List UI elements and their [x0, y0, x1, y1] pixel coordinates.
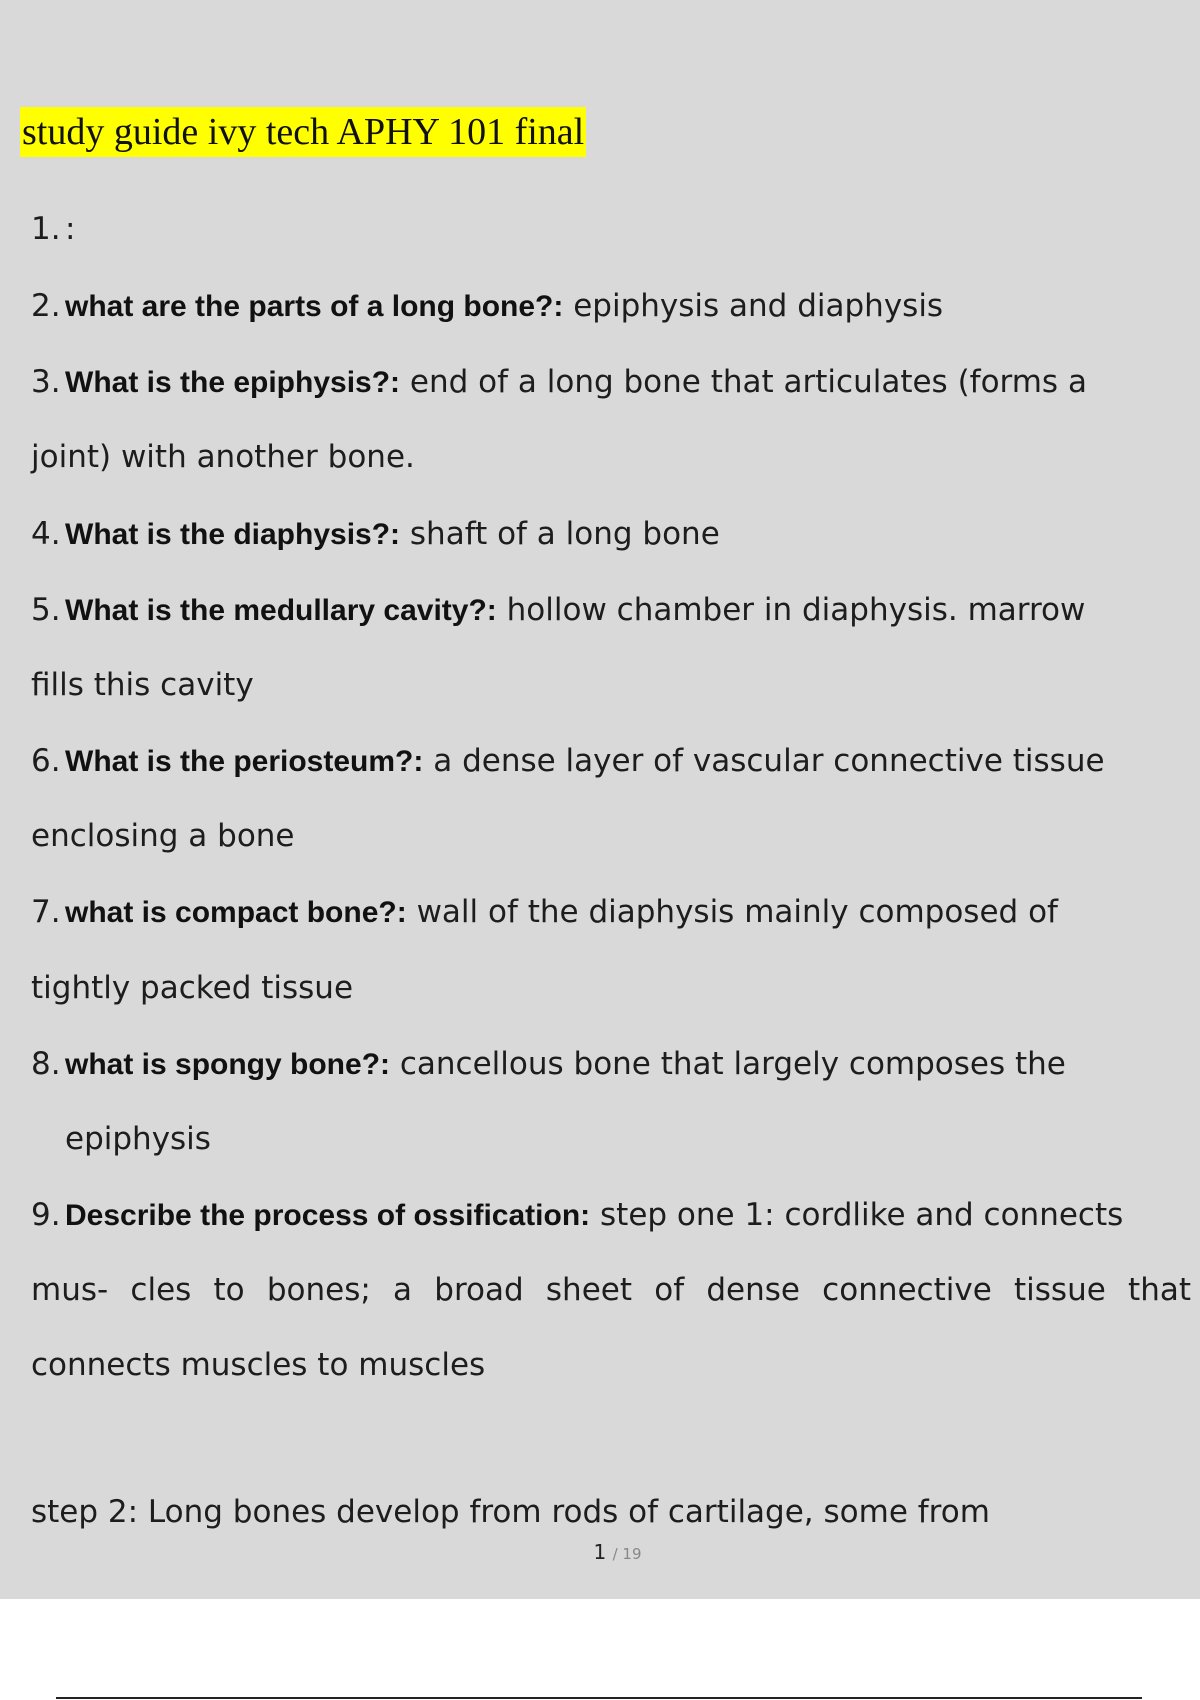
- item-number: 9.: [31, 1197, 61, 1233]
- item-continuation: fills this cavity: [31, 667, 254, 703]
- item-number: 3.: [31, 364, 61, 400]
- item-answer: shaft of a long bone: [400, 516, 720, 552]
- item-number: 2.: [31, 288, 61, 324]
- item-number: 8.: [31, 1046, 61, 1082]
- item-question: what are the parts of a long bone?:: [65, 290, 564, 323]
- item-question: Describe the process of ossification:: [65, 1199, 591, 1232]
- page-number: 1: [593, 1540, 607, 1564]
- list-item-9: [31, 1195, 1123, 1236]
- item-question: What is the periosteum?:: [65, 745, 424, 778]
- item-number: 1.: [31, 211, 61, 247]
- page-total: / 19: [612, 1545, 642, 1563]
- item-number: 5.: [31, 592, 61, 628]
- list-item-2: [31, 286, 943, 327]
- item-question: What is the epiphysis?:: [65, 366, 401, 399]
- item-number: 7.: [31, 894, 61, 930]
- document-title: study guide ivy tech APHY 101 final: [20, 107, 586, 157]
- item-continuation: mus- cles to bones; a broad sheet of dense connective tissue that: [31, 1272, 1191, 1308]
- item-continuation: step 2: Long bones develop from rods of cartilage, some from: [31, 1494, 990, 1530]
- item-number: 6.: [31, 743, 61, 779]
- item-number: 4.: [31, 516, 61, 552]
- list-item-4: [31, 514, 720, 555]
- item-answer: epiphysis and diaphysis: [563, 288, 944, 324]
- list-item-8: [31, 1044, 1066, 1085]
- item-question: what is compact bone?:: [65, 896, 407, 929]
- item-continuation: joint) with another bone.: [31, 439, 415, 475]
- item-question: What is the diaphysis?:: [65, 518, 401, 551]
- page-divider: [56, 1697, 1142, 1699]
- list-item-5: [31, 590, 1085, 631]
- item-answer: :: [65, 211, 76, 247]
- list-item-6: [31, 741, 1105, 782]
- item-answer: step one 1: cordlike and connects: [590, 1197, 1124, 1233]
- page-indicator: [0, 1540, 1200, 1566]
- list-item-1: [31, 209, 75, 250]
- item-continuation: enclosing a bone: [31, 818, 295, 854]
- item-question: what is spongy bone?:: [65, 1048, 391, 1081]
- item-answer: a dense layer of vascular connective tissue: [423, 743, 1105, 779]
- item-answer: hollow chamber in diaphysis. marrow: [496, 592, 1086, 628]
- list-item-7: [31, 892, 1058, 933]
- item-question: What is the medullary cavity?:: [65, 594, 497, 627]
- item-answer: wall of the diaphysis mainly composed of: [406, 894, 1058, 930]
- item-continuation: epiphysis: [65, 1121, 211, 1157]
- item-answer: cancellous bone that largely composes the: [390, 1046, 1066, 1082]
- item-continuation: connects muscles to muscles: [31, 1347, 486, 1383]
- item-continuation: tightly packed tissue: [31, 970, 354, 1006]
- list-item-3: [31, 362, 1087, 403]
- item-answer: end of a long bone that articulates (forms a: [400, 364, 1087, 400]
